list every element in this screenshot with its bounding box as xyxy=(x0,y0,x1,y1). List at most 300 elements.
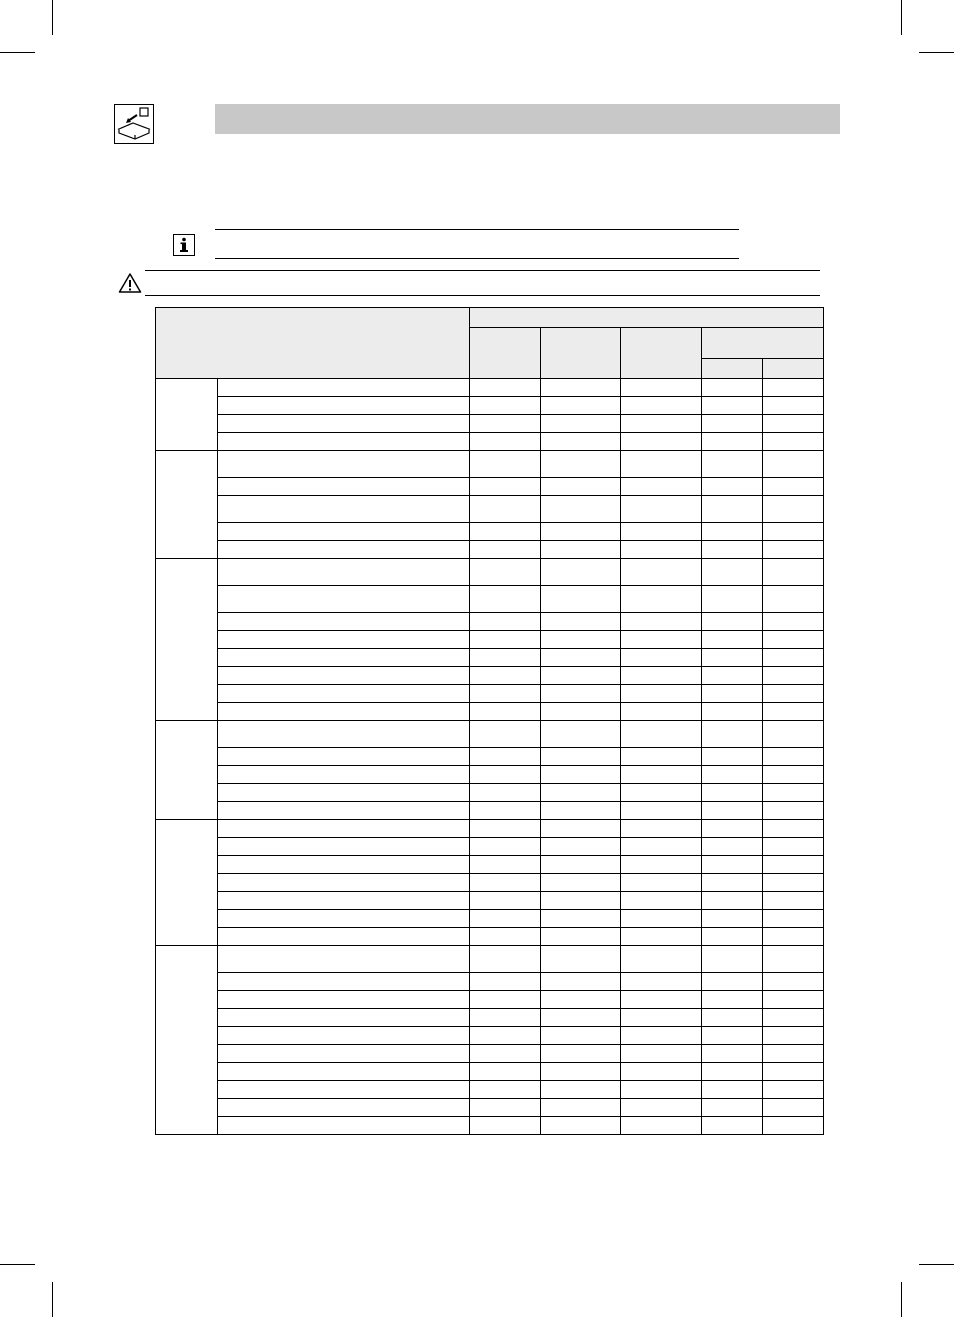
table-value-cell xyxy=(470,703,541,721)
table-value-cell xyxy=(470,523,541,541)
table-value-cell xyxy=(541,748,621,766)
table-value-cell xyxy=(702,649,763,667)
table-value-cell xyxy=(763,1045,824,1063)
table-header-top xyxy=(470,308,824,328)
table-row xyxy=(156,451,824,478)
table-value-cell xyxy=(763,928,824,946)
table-value-cell xyxy=(763,451,824,478)
table-category-cell xyxy=(156,451,218,559)
table-value-cell xyxy=(541,1063,621,1081)
table-value-cell xyxy=(541,415,621,433)
table-value-cell xyxy=(621,478,702,496)
table-category-cell xyxy=(156,559,218,721)
table-header-subcol xyxy=(763,359,824,379)
table-value-cell xyxy=(702,496,763,523)
table-value-cell xyxy=(621,703,702,721)
table-value-cell xyxy=(541,1117,621,1135)
table-value-cell xyxy=(702,1081,763,1099)
table-value-cell xyxy=(763,586,824,613)
table-value-cell xyxy=(702,523,763,541)
table-item-cell xyxy=(218,838,470,856)
table-value-cell xyxy=(541,559,621,586)
table-value-cell xyxy=(470,478,541,496)
table-value-cell xyxy=(541,478,621,496)
table-value-cell xyxy=(541,586,621,613)
table-value-cell xyxy=(541,721,621,748)
table-value-cell xyxy=(763,946,824,973)
table-item-cell xyxy=(218,1117,470,1135)
table-value-cell xyxy=(763,1081,824,1099)
table-value-cell xyxy=(470,973,541,991)
warning-triangle-icon xyxy=(118,272,142,294)
table-header-col xyxy=(702,328,824,359)
crop-mark xyxy=(919,52,954,53)
table-body xyxy=(156,379,824,1135)
table-value-cell xyxy=(470,559,541,586)
table-value-cell xyxy=(621,1081,702,1099)
table-value-cell xyxy=(541,820,621,838)
table-value-cell xyxy=(541,874,621,892)
table-value-cell xyxy=(621,721,702,748)
table-value-cell xyxy=(763,991,824,1009)
table-value-cell xyxy=(470,748,541,766)
table-value-cell xyxy=(470,928,541,946)
table-value-cell xyxy=(763,1027,824,1045)
table-item-cell xyxy=(218,892,470,910)
table-value-cell xyxy=(702,721,763,748)
table-row xyxy=(156,379,824,397)
table-value-cell xyxy=(702,478,763,496)
table-item-cell xyxy=(218,397,470,415)
table-item-cell xyxy=(218,856,470,874)
table-value-cell xyxy=(470,820,541,838)
table-value-cell xyxy=(763,784,824,802)
table-item-cell xyxy=(218,1045,470,1063)
table-value-cell xyxy=(621,1099,702,1117)
section-title-bar xyxy=(215,104,840,134)
table-value-cell xyxy=(541,649,621,667)
table-value-cell xyxy=(541,667,621,685)
table-value-cell xyxy=(621,586,702,613)
table-item-cell xyxy=(218,910,470,928)
table-value-cell xyxy=(702,874,763,892)
table-value-cell xyxy=(621,1063,702,1081)
table-row xyxy=(156,559,824,586)
table-value-cell xyxy=(621,1045,702,1063)
table-item-cell xyxy=(218,973,470,991)
table-value-cell xyxy=(541,892,621,910)
table-value-cell xyxy=(702,397,763,415)
table-row xyxy=(156,838,824,856)
table-value-cell xyxy=(621,928,702,946)
spec-table xyxy=(155,307,824,1135)
table-value-cell xyxy=(470,1099,541,1117)
table-row xyxy=(156,1009,824,1027)
table-item-cell xyxy=(218,559,470,586)
table-item-cell xyxy=(218,1099,470,1117)
table-item-cell xyxy=(218,379,470,397)
table-value-cell xyxy=(702,703,763,721)
table-value-cell xyxy=(541,523,621,541)
table-row xyxy=(156,874,824,892)
table-value-cell xyxy=(763,856,824,874)
table-item-cell xyxy=(218,748,470,766)
table-value-cell xyxy=(541,541,621,559)
table-value-cell xyxy=(470,721,541,748)
table-value-cell xyxy=(702,784,763,802)
table-value-cell xyxy=(763,703,824,721)
table-value-cell xyxy=(702,1099,763,1117)
table-header-subcol xyxy=(702,359,763,379)
table-value-cell xyxy=(470,496,541,523)
table-item-cell xyxy=(218,1009,470,1027)
table-value-cell xyxy=(541,766,621,784)
table-item-cell xyxy=(218,685,470,703)
table-row xyxy=(156,820,824,838)
table-value-cell xyxy=(621,892,702,910)
table-value-cell xyxy=(702,838,763,856)
table-value-cell xyxy=(470,910,541,928)
table-value-cell xyxy=(702,379,763,397)
table-value-cell xyxy=(470,1081,541,1099)
table-value-cell xyxy=(621,613,702,631)
table-row xyxy=(156,1045,824,1063)
table-value-cell xyxy=(470,1063,541,1081)
table-row xyxy=(156,433,824,451)
table-item-cell xyxy=(218,586,470,613)
table-value-cell xyxy=(621,1027,702,1045)
table-value-cell xyxy=(621,973,702,991)
table-row xyxy=(156,1027,824,1045)
table-row xyxy=(156,766,824,784)
table-value-cell xyxy=(541,946,621,973)
table-row xyxy=(156,478,824,496)
table-value-cell xyxy=(763,874,824,892)
table-value-cell xyxy=(702,451,763,478)
table-value-cell xyxy=(621,523,702,541)
table-value-cell xyxy=(702,631,763,649)
table-row xyxy=(156,928,824,946)
crop-mark xyxy=(52,1282,53,1317)
table-item-cell xyxy=(218,928,470,946)
table-value-cell xyxy=(621,433,702,451)
table-value-cell xyxy=(763,1099,824,1117)
table-row xyxy=(156,1099,824,1117)
table-value-cell xyxy=(763,415,824,433)
table-row xyxy=(156,496,824,523)
table-value-cell xyxy=(541,1009,621,1027)
table-value-cell xyxy=(541,1045,621,1063)
table-value-cell xyxy=(702,415,763,433)
table-row xyxy=(156,721,824,748)
table-value-cell xyxy=(763,721,824,748)
table-value-cell xyxy=(621,1117,702,1135)
table-value-cell xyxy=(470,586,541,613)
table-row xyxy=(156,910,824,928)
table-value-cell xyxy=(541,910,621,928)
table-value-cell xyxy=(541,703,621,721)
crop-mark xyxy=(901,1282,902,1317)
table-value-cell xyxy=(621,541,702,559)
table-row xyxy=(156,631,824,649)
table-item-cell xyxy=(218,766,470,784)
table-item-cell xyxy=(218,613,470,631)
table-item-cell xyxy=(218,451,470,478)
note-rule-top xyxy=(215,229,739,230)
table-value-cell xyxy=(702,541,763,559)
table-value-cell xyxy=(470,613,541,631)
table-value-cell xyxy=(541,451,621,478)
table-value-cell xyxy=(763,523,824,541)
table-value-cell xyxy=(621,451,702,478)
table-row xyxy=(156,856,824,874)
crop-mark xyxy=(901,0,902,35)
table-value-cell xyxy=(621,415,702,433)
table-value-cell xyxy=(763,667,824,685)
table-value-cell xyxy=(541,838,621,856)
table-value-cell xyxy=(470,631,541,649)
table-value-cell xyxy=(621,397,702,415)
table-item-cell xyxy=(218,415,470,433)
table-row xyxy=(156,649,824,667)
table-header-item xyxy=(156,308,470,379)
table-value-cell xyxy=(702,667,763,685)
table-value-cell xyxy=(621,766,702,784)
table-value-cell xyxy=(702,766,763,784)
table-value-cell xyxy=(702,856,763,874)
table-row xyxy=(156,802,824,820)
table-value-cell xyxy=(763,892,824,910)
table-value-cell xyxy=(470,1027,541,1045)
table-row xyxy=(156,613,824,631)
table-value-cell xyxy=(621,910,702,928)
table-value-cell xyxy=(763,910,824,928)
table-value-cell xyxy=(763,478,824,496)
table-item-cell xyxy=(218,523,470,541)
table-value-cell xyxy=(470,1009,541,1027)
table-value-cell xyxy=(763,973,824,991)
table-value-cell xyxy=(470,784,541,802)
table-value-cell xyxy=(702,820,763,838)
table-value-cell xyxy=(470,649,541,667)
table-value-cell xyxy=(763,496,824,523)
table-item-cell xyxy=(218,1027,470,1045)
table-value-cell xyxy=(621,649,702,667)
table-value-cell xyxy=(702,613,763,631)
table-value-cell xyxy=(541,784,621,802)
table-value-cell xyxy=(541,397,621,415)
table-row xyxy=(156,523,824,541)
table-value-cell xyxy=(470,451,541,478)
table-item-cell xyxy=(218,667,470,685)
table-value-cell xyxy=(470,541,541,559)
table-value-cell xyxy=(621,748,702,766)
table-item-cell xyxy=(218,1081,470,1099)
table-value-cell xyxy=(541,802,621,820)
table-category-cell xyxy=(156,721,218,820)
table-row xyxy=(156,1081,824,1099)
table-value-cell xyxy=(470,415,541,433)
table-row xyxy=(156,703,824,721)
table-value-cell xyxy=(621,379,702,397)
table-value-cell xyxy=(621,496,702,523)
table-value-cell xyxy=(621,631,702,649)
table-row xyxy=(156,685,824,703)
table-row xyxy=(156,1063,824,1081)
table-value-cell xyxy=(702,1027,763,1045)
table-item-cell xyxy=(218,631,470,649)
table-value-cell xyxy=(470,1045,541,1063)
table-value-cell xyxy=(470,667,541,685)
table-value-cell xyxy=(702,1009,763,1027)
table-value-cell xyxy=(470,379,541,397)
table-row xyxy=(156,748,824,766)
table-value-cell xyxy=(763,838,824,856)
table-value-cell xyxy=(702,559,763,586)
warning-rule-top xyxy=(145,270,820,271)
table-value-cell xyxy=(702,748,763,766)
table-row xyxy=(156,784,824,802)
table-value-cell xyxy=(541,685,621,703)
table-value-cell xyxy=(541,496,621,523)
table-value-cell xyxy=(702,685,763,703)
table-item-cell xyxy=(218,1063,470,1081)
table-value-cell xyxy=(621,820,702,838)
table-value-cell xyxy=(763,1063,824,1081)
table-row xyxy=(156,973,824,991)
table-item-cell xyxy=(218,991,470,1009)
table-value-cell xyxy=(763,559,824,586)
table-category-cell xyxy=(156,946,218,1135)
table-value-cell xyxy=(541,1099,621,1117)
table-value-cell xyxy=(541,928,621,946)
table-category-cell xyxy=(156,820,218,946)
table-value-cell xyxy=(621,802,702,820)
crop-mark xyxy=(0,52,35,53)
table-value-cell xyxy=(470,685,541,703)
table-item-cell xyxy=(218,946,470,973)
table-value-cell xyxy=(621,838,702,856)
table-value-cell xyxy=(541,1027,621,1045)
table-row xyxy=(156,667,824,685)
table-value-cell xyxy=(702,586,763,613)
table-value-cell xyxy=(702,973,763,991)
table-value-cell xyxy=(702,1063,763,1081)
table-value-cell xyxy=(470,1117,541,1135)
table-row xyxy=(156,991,824,1009)
table-value-cell xyxy=(541,433,621,451)
note-rule-bottom xyxy=(215,258,739,259)
table-value-cell xyxy=(702,946,763,973)
table-value-cell xyxy=(702,433,763,451)
table-value-cell xyxy=(621,784,702,802)
table-value-cell xyxy=(541,856,621,874)
table-value-cell xyxy=(470,946,541,973)
table-item-cell xyxy=(218,802,470,820)
table-value-cell xyxy=(763,541,824,559)
table-value-cell xyxy=(763,649,824,667)
table-value-cell xyxy=(763,433,824,451)
table-value-cell xyxy=(541,631,621,649)
table-value-cell xyxy=(621,685,702,703)
crop-mark xyxy=(919,1264,954,1265)
table-row xyxy=(156,946,824,973)
table-item-cell xyxy=(218,703,470,721)
table-item-cell xyxy=(218,820,470,838)
table-header-col xyxy=(541,328,621,379)
table-value-cell xyxy=(763,379,824,397)
table-value-cell xyxy=(763,613,824,631)
table-value-cell xyxy=(470,892,541,910)
table-item-cell xyxy=(218,433,470,451)
table-value-cell xyxy=(702,892,763,910)
table-value-cell xyxy=(621,991,702,1009)
table-row xyxy=(156,397,824,415)
table-value-cell xyxy=(621,946,702,973)
table-row xyxy=(156,1117,824,1135)
table-item-cell xyxy=(218,784,470,802)
table-value-cell xyxy=(470,766,541,784)
table-value-cell xyxy=(621,856,702,874)
table-value-cell xyxy=(470,991,541,1009)
table-value-cell xyxy=(621,1009,702,1027)
table-value-cell xyxy=(541,973,621,991)
table-value-cell xyxy=(763,802,824,820)
table-item-cell xyxy=(218,478,470,496)
table-value-cell xyxy=(541,379,621,397)
table-value-cell xyxy=(763,397,824,415)
table-item-cell xyxy=(218,496,470,523)
table-value-cell xyxy=(763,1009,824,1027)
table-value-cell xyxy=(621,667,702,685)
table-row xyxy=(156,541,824,559)
table-value-cell xyxy=(470,874,541,892)
table-value-cell xyxy=(470,856,541,874)
table-value-cell xyxy=(702,928,763,946)
table-value-cell xyxy=(541,1081,621,1099)
table-value-cell xyxy=(702,1045,763,1063)
part-box-icon xyxy=(114,104,154,144)
table-value-cell xyxy=(470,433,541,451)
table-item-cell xyxy=(218,541,470,559)
table-header-col xyxy=(470,328,541,379)
crop-mark xyxy=(0,1264,35,1265)
table-value-cell xyxy=(763,1117,824,1135)
table-value-cell xyxy=(763,820,824,838)
table-value-cell xyxy=(763,685,824,703)
table-item-cell xyxy=(218,649,470,667)
table-value-cell xyxy=(621,559,702,586)
table-value-cell xyxy=(621,874,702,892)
warning-rule-bottom xyxy=(145,295,820,296)
table-value-cell xyxy=(702,1117,763,1135)
table-value-cell xyxy=(702,910,763,928)
table-row xyxy=(156,415,824,433)
table-item-cell xyxy=(218,721,470,748)
table-value-cell xyxy=(702,991,763,1009)
table-value-cell xyxy=(541,613,621,631)
table-value-cell xyxy=(763,748,824,766)
table-value-cell xyxy=(470,802,541,820)
table-value-cell xyxy=(470,838,541,856)
table-value-cell xyxy=(763,766,824,784)
table-category-cell xyxy=(156,379,218,451)
info-icon xyxy=(173,234,195,256)
table-header-col xyxy=(621,328,702,379)
table-item-cell xyxy=(218,874,470,892)
table-value-cell xyxy=(541,991,621,1009)
table-value-cell xyxy=(470,397,541,415)
